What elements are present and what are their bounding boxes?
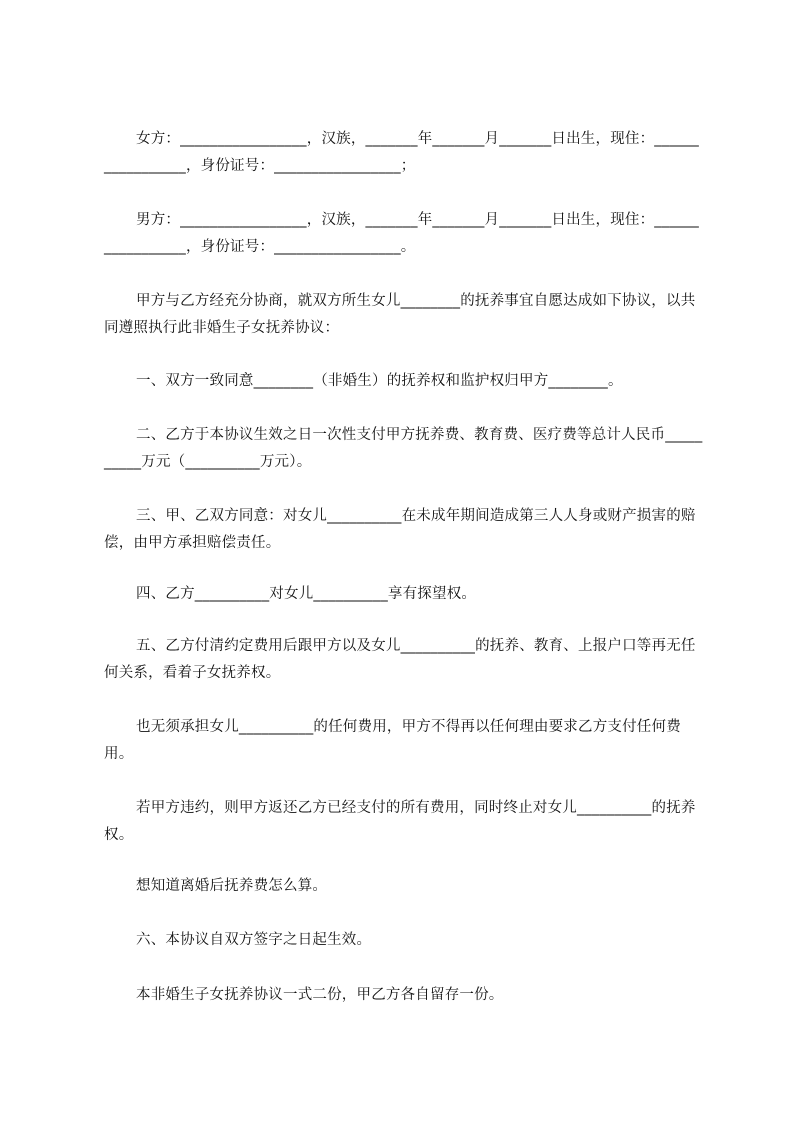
- paragraph-copies: 本非婚生子女抚养协议一式二份，甲乙方各自留存一份。: [136, 987, 504, 1003]
- paragraph-breach: 若甲方违约，则甲方返还乙方已经支付的所有费用，同时终止对女儿__________的抚养权。: [104, 800, 696, 843]
- paragraph-clause-6: 六、本协议自双方签字之日起生效。: [136, 932, 372, 948]
- paragraph-clause-5: 五、乙方付清约定费用后跟甲方以及女儿__________的抚养、教育、上报户口等再无任何关系，看着子女抚养权。: [104, 638, 696, 681]
- paragraph-clause-3: 三、甲、乙双方同意：对女儿__________在未成年期间造成第三人人身或财产损害的赔偿，由甲方承担赔偿责任。: [104, 508, 696, 551]
- paragraph-party-a: 女方：_________________，汉族，_______年_______月_______日出生，现住：_________________，身份证号：_________________；: [104, 131, 699, 174]
- paragraph-clause-1: 一、双方一致同意________（非婚生）的抚养权和监护权归甲方________。: [136, 373, 623, 389]
- paragraph-clause-4: 四、乙方__________对女儿__________享有探望权。: [136, 586, 477, 602]
- paragraph-clause-2: 二、乙方于本协议生效之日一次性支付甲方抚养费、教育费、医疗费等总计人民币__________万元（__________万元）。: [104, 427, 703, 470]
- paragraph-party-b: 男方：_________________，汉族，_______年_______月_______日出生，现住：_________________，身份证号：_________________。: [104, 212, 699, 255]
- paragraph-note: 想知道离婚后抚养费怎么算。: [136, 878, 328, 894]
- paragraph-no-expense: 也无须承担女儿__________的任何费用，甲方不得再以任何理由要求乙方支付任何费用。: [104, 719, 681, 762]
- paragraph-intro: 甲方与乙方经充分协商，就双方所生女儿________的抚养事宜自愿达成如下协议，以共同遵照执行此非婚生子女抚养协议：: [104, 293, 696, 336]
